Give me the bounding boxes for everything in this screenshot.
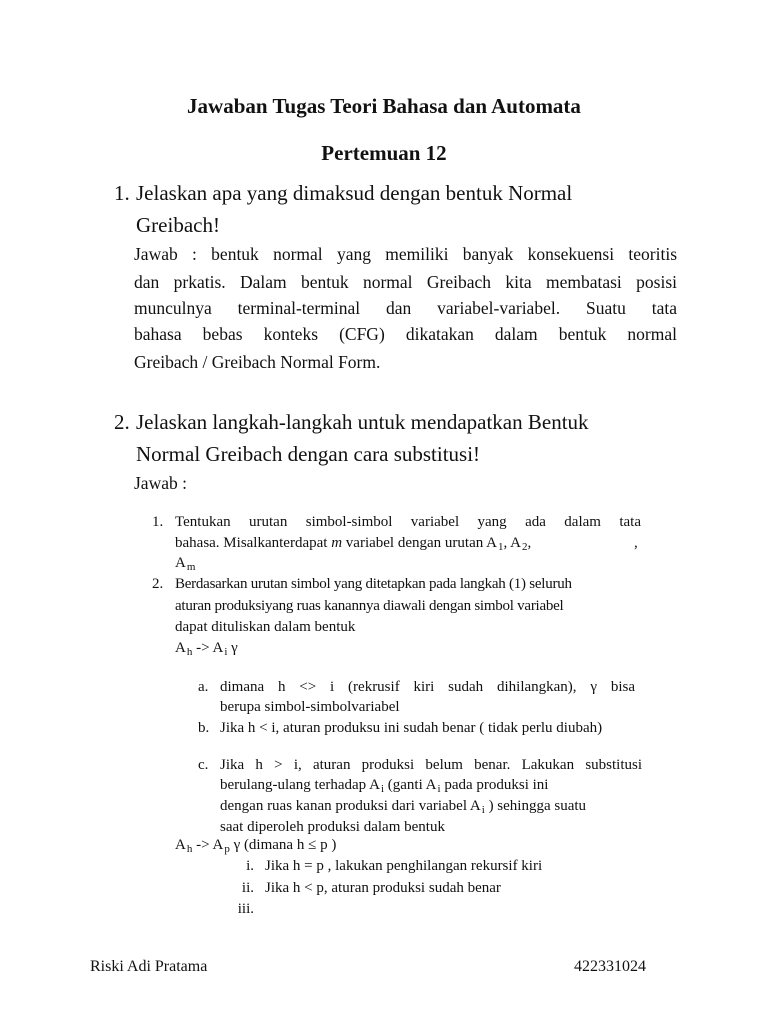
document-subtitle: Pertemuan 12 [321, 141, 447, 165]
step-1-line-2 [175, 535, 531, 552]
step-2-line-2: aturan produksiyang ruas kanannya diawali dengan simbol variabel [175, 598, 564, 614]
footer-student-id: 422331024 [574, 958, 646, 975]
step-1-text: A [175, 555, 186, 571]
formula-text: -> A [192, 837, 224, 853]
production-form-1 [175, 640, 238, 657]
answer-1-line: Jawab : bentuk normal yang memiliki banyak konsekuensi teoritis [134, 244, 677, 264]
subscript: 1 [498, 541, 504, 553]
subscript: 2 [522, 541, 528, 553]
subscript: h [186, 646, 193, 658]
answer-2-label: Jawab : [134, 473, 187, 493]
step-2-number: 2. [152, 576, 164, 592]
step-1-text: , [527, 535, 532, 551]
step-1-text: , A [503, 535, 522, 551]
step-2-line-1: Berdasarkan urutan simbol yang ditetapkan pada langkah (1) seluruh [175, 576, 572, 592]
formula-text: -> A [192, 640, 224, 656]
question-1-line-2: Greibach! [136, 213, 220, 237]
subscript: i [380, 783, 385, 795]
formula-text: A [175, 640, 186, 656]
sub-a-line-1: dimana h <> i (rekrusif kiri sudah dihilangkan), γ bisa [220, 679, 635, 695]
subscript: i [224, 646, 228, 658]
question-2-line-1: Jelaskan langkah-langkah untuk mendapatkan Bentuk [136, 410, 589, 434]
question-1-number: 1. [114, 181, 130, 205]
answer-1-line: munculnya terminal-terminal dan variabel-variabel. Suatu tata [134, 298, 677, 318]
sub-a-line-2: berupa simbol-simbolvariabel [220, 699, 400, 715]
roman-item-text: Jika h < p, aturan produksi sudah benar [265, 880, 501, 896]
sub-c-text: ) sehingga suatu [484, 798, 587, 814]
step-1-text: bahasa. Misalkanterdapat [175, 535, 332, 551]
roman-label: iii. [237, 901, 254, 917]
footer-author-name: Riski Adi Pratama [90, 958, 208, 975]
formula-text: γ [227, 640, 238, 656]
variable-m: m [331, 535, 343, 551]
step-1-text: variabel dengan urutan A [342, 535, 497, 551]
document-title: Jawaban Tugas Teori Bahasa dan Automata [187, 94, 581, 118]
sub-c-line-1: Jika h > i, aturan produksi belum benar. Lakukan substitusi [220, 757, 642, 773]
subscript: i [481, 804, 485, 816]
question-1-line-1: Jelaskan apa yang dimaksud dengan bentuk Normal [136, 181, 573, 205]
sub-c-text: pada produksi ini [440, 777, 549, 793]
question-2-line-2: Normal Greibach dengan cara substitusi! [136, 442, 481, 466]
sub-c-line-3 [220, 798, 586, 815]
answer-1-line: bahasa bebas konteks (CFG) dikatakan dalam bentuk normal [134, 324, 677, 344]
roman-label: ii. [241, 880, 254, 896]
production-form-2 [175, 837, 336, 854]
formula-text: γ (dimana h ≤ p ) [229, 837, 337, 853]
question-2-number: 2. [114, 410, 130, 434]
subscript: h [186, 843, 193, 855]
formula-text: A [175, 837, 186, 853]
step-1-line-3 [175, 555, 195, 572]
answer-1-line: dan prkatis. Dalam bentuk normal Greibach kita membatasi posisi [134, 272, 677, 292]
subscript: p [224, 843, 230, 855]
sub-c-text: (ganti A [384, 777, 437, 793]
step-2-line-3: dapat dituliskan dalam bentuk [175, 619, 356, 635]
sub-c-text: berulang-ulang terhadap A [220, 777, 380, 793]
sub-b-text: Jika h < i, aturan produksu ini sudah benar ( tidak perlu diubah) [220, 720, 603, 736]
sub-c-line-2 [220, 777, 548, 794]
roman-item-text: Jika h = p , lakukan penghilangan rekursif kiri [265, 858, 543, 874]
sub-c-label: c. [198, 757, 209, 773]
subscript: i [437, 783, 441, 795]
step-1-number: 1. [152, 514, 164, 530]
sub-c-text: dengan ruas kanan produksi dari variabel A [220, 798, 481, 814]
step-1-trailing-comma: , [634, 535, 638, 551]
sub-a-label: a. [198, 679, 209, 695]
step-1-line-1: Tentukan urutan simbol-simbol variabel yang ada dalam tata [175, 514, 641, 530]
sub-b-label: b. [198, 720, 210, 736]
answer-1-line: Greibach / Greibach Normal Form. [134, 352, 381, 372]
subscript: m [186, 561, 196, 573]
sub-c-line-4: saat diperoleh produksi dalam bentuk [220, 819, 445, 835]
roman-label: i. [246, 858, 254, 874]
